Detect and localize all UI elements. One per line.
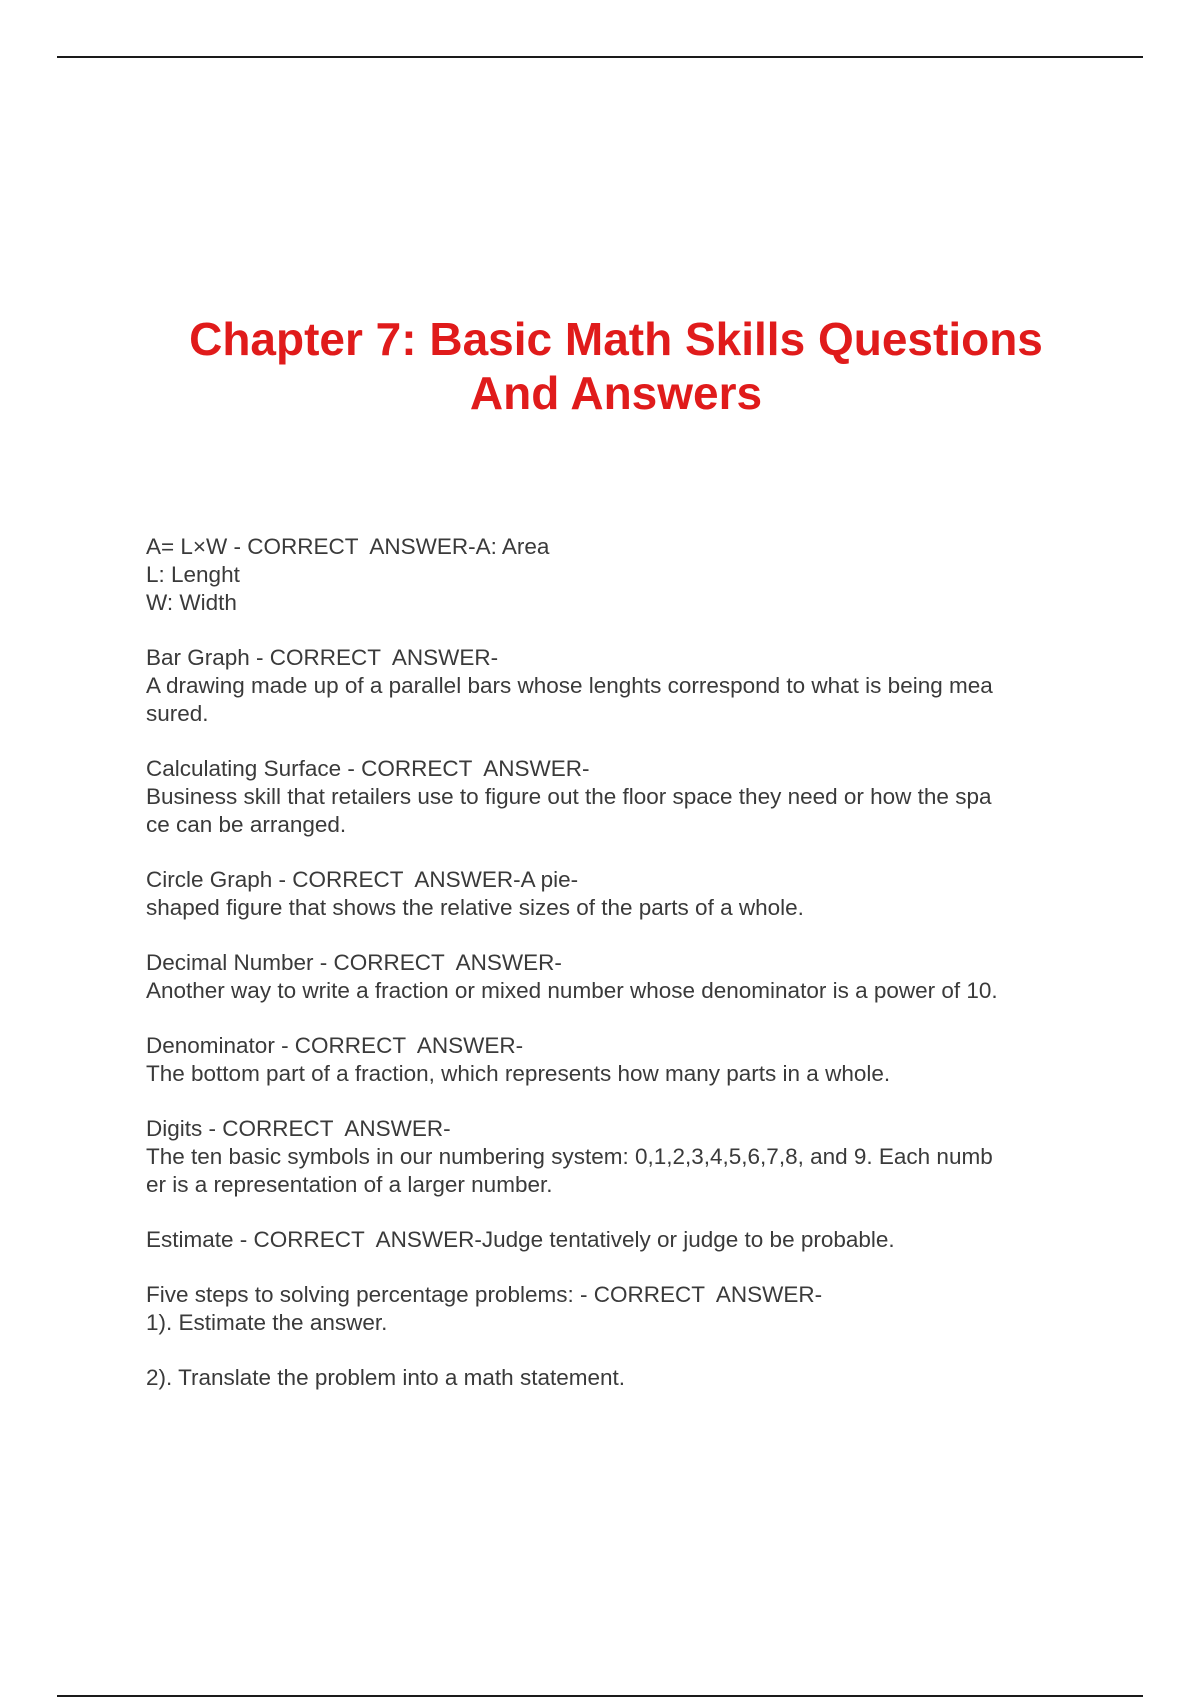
qa-term: Estimate - CORRECT ANSWER-Judge tentatively or judge to be probable.: [146, 1227, 895, 1252]
qa-entry-digits: [146, 1115, 1106, 1199]
qa-entry-area: [146, 533, 1106, 617]
qa-answer-line: shaped figure that shows the relative sizes of the parts of a whole.: [146, 895, 804, 920]
qa-term: Calculating Surface - CORRECT ANSWER-: [146, 756, 590, 781]
qa-answer-line: Business skill that retailers use to figure out the floor space they need or how the spa: [146, 784, 992, 809]
qa-answer-line: Another way to write a fraction or mixed number whose denominator is a power of 10.: [146, 978, 998, 1003]
qa-answer-line: 2). Translate the problem into a math statement.: [146, 1365, 625, 1390]
qa-entry-decimal-number: [146, 949, 1106, 1005]
qa-term: A= L×W - CORRECT ANSWER-A: Area: [146, 534, 550, 559]
qa-list: [146, 533, 1106, 1419]
bottom-rule: [57, 1695, 1143, 1697]
qa-entry-denominator: [146, 1032, 1106, 1088]
qa-answer-line: er is a representation of a larger number.: [146, 1172, 553, 1197]
title-line-1: Chapter 7: Basic Math Skills Questions: [189, 313, 1043, 365]
qa-term: Five steps to solving percentage problems: - CORRECT ANSWER-: [146, 1282, 823, 1307]
qa-term: Circle Graph - CORRECT ANSWER-A pie-: [146, 867, 579, 892]
qa-answer-line: A drawing made up of a parallel bars whose lenghts correspond to what is being mea: [146, 673, 993, 698]
qa-entry-five-steps: [146, 1281, 1106, 1337]
qa-entry-bar-graph: [146, 644, 1106, 728]
qa-answer-line: 1). Estimate the answer.: [146, 1310, 388, 1335]
title-line-2: And Answers: [469, 367, 763, 419]
qa-term: Decimal Number - CORRECT ANSWER-: [146, 950, 562, 975]
qa-entry-calculating-surface: [146, 755, 1106, 839]
top-rule: [57, 56, 1143, 58]
page-title: [100, 312, 1132, 420]
qa-term: Bar Graph - CORRECT ANSWER-: [146, 645, 499, 670]
qa-answer-line: sured.: [146, 701, 209, 726]
qa-entry-estimate: [146, 1226, 1106, 1254]
qa-answer-line: W: Width: [146, 590, 237, 615]
qa-answer-line: L: Lenght: [146, 562, 240, 587]
qa-entry-step-two: [146, 1364, 1106, 1392]
qa-term: Digits - CORRECT ANSWER-: [146, 1116, 451, 1141]
qa-term: Denominator - CORRECT ANSWER-: [146, 1033, 524, 1058]
qa-entry-circle-graph: [146, 866, 1106, 922]
qa-answer-line: ce can be arranged.: [146, 812, 347, 837]
qa-answer-line: The ten basic symbols in our numbering system: 0,1,2,3,4,5,6,7,8, and 9. Each numb: [146, 1144, 993, 1169]
qa-answer-line: The bottom part of a fraction, which represents how many parts in a whole.: [146, 1061, 891, 1086]
